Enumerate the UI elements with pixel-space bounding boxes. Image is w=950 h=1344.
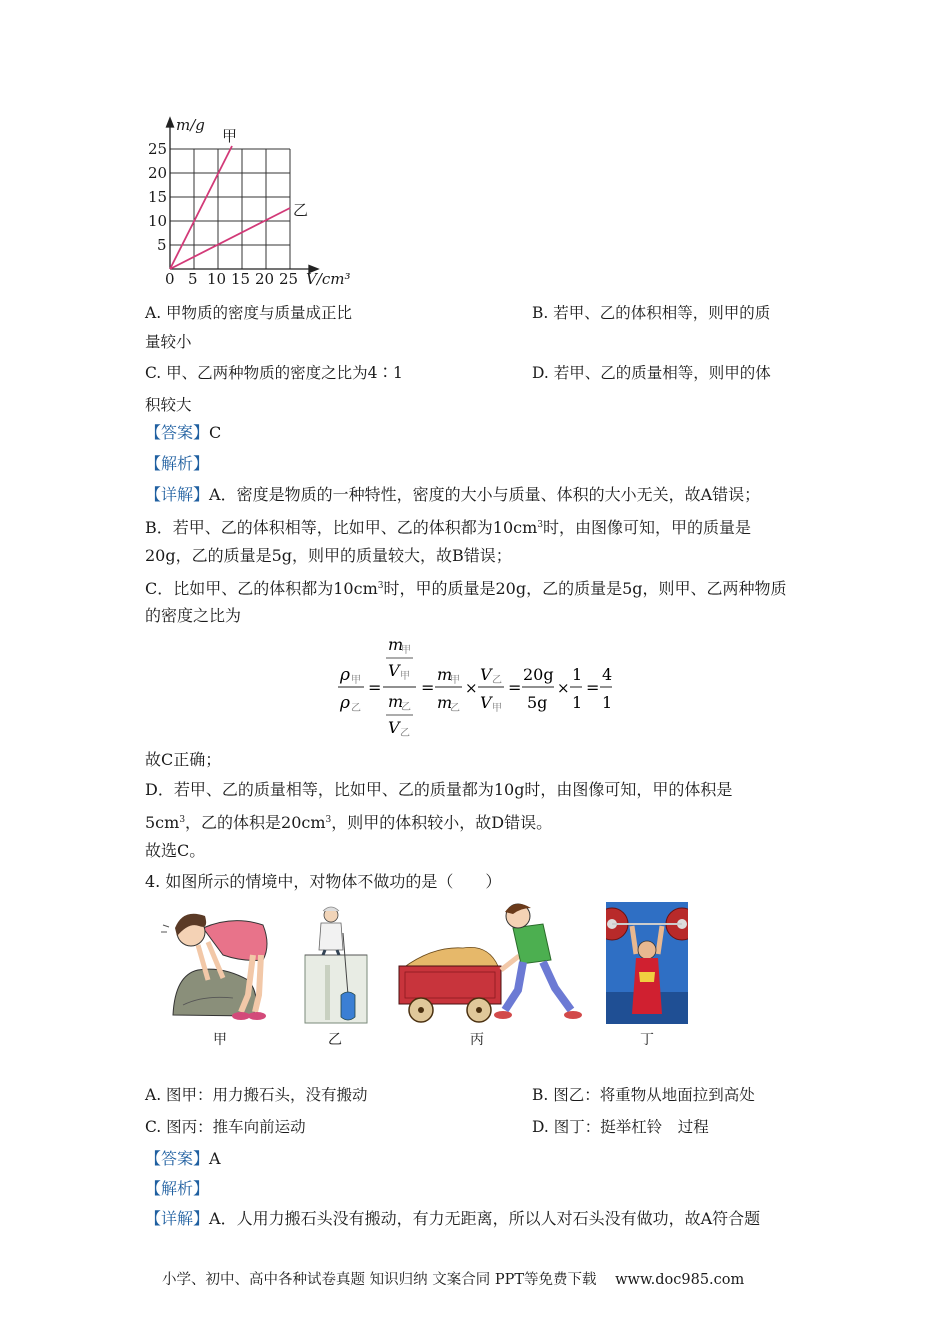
y-tick-label: 5	[157, 236, 167, 254]
y-tick-label: 15	[148, 188, 168, 206]
superscript: 3	[325, 815, 332, 825]
detail-text: A．人用力搬石头没有搬动，有力无距离，所以人对石头没有做功，故A符合题	[209, 1209, 761, 1228]
x-tick-label: 10	[207, 270, 227, 288]
formula-token: 乙	[450, 703, 460, 714]
q3-option-d-cont: 积较大	[145, 396, 192, 414]
q4-analysis-tag: 【解析】	[145, 1179, 210, 1198]
formula-token: ρ	[340, 665, 350, 685]
formula-token: 1	[572, 665, 583, 684]
line-b-label: 乙	[293, 201, 309, 219]
formula-token: 乙	[351, 703, 361, 714]
y-tick-label: 25	[148, 140, 168, 158]
detail-text: A．密度是物质的一种特性，密度的大小与质量、体积的大小无关，故A错误；	[209, 485, 761, 504]
illustration-pull-weight	[303, 905, 373, 1025]
formula-token: V	[480, 693, 492, 712]
formula-token: 甲	[401, 645, 411, 656]
q3-option-d: D. 若甲、乙的质量相等，则甲的体	[532, 364, 771, 382]
q4-question: 4. 如图所示的情境中，对物体不做功的是（ ）	[145, 872, 502, 891]
y-tick-label: 20	[148, 164, 168, 182]
q3-option-a: A. 甲物质的密度与质量成正比	[145, 304, 353, 322]
x-tick-label: 0	[165, 270, 175, 288]
formula-token: 甲	[492, 703, 502, 714]
q4-answer-line	[145, 1148, 221, 1170]
formula-token: 1	[602, 693, 613, 712]
q3-detail-line-9: 故选C。	[145, 841, 206, 860]
q3-answer-line	[145, 422, 221, 444]
answer-tag: 【答案】	[145, 1149, 210, 1168]
superscript: 3	[537, 520, 543, 530]
formula-token: V	[480, 665, 492, 684]
formula-token: 甲	[351, 675, 361, 686]
footer-url[interactable]: www.doc985.com	[615, 1272, 745, 1288]
q3-option-b: B. 若甲、乙的体积相等，则甲的质	[532, 304, 771, 322]
formula-token: =	[508, 678, 522, 697]
formula-token: 5g	[527, 693, 548, 712]
q3-detail-line-2	[145, 514, 751, 539]
figure-label-a: 甲	[213, 1032, 227, 1048]
formula-token: 4	[602, 665, 613, 684]
answer-value: A	[209, 1149, 221, 1168]
q4-option-b: B. 图乙：将重物从地面拉到高处	[532, 1086, 755, 1104]
formula-token: =	[421, 678, 435, 697]
q3-detail-line-5: 的密度之比为	[145, 606, 242, 625]
formula-token: ×	[557, 679, 570, 697]
density-ratio-formula	[330, 632, 630, 742]
q3-detail-line-1	[145, 484, 760, 506]
formula-token: V	[388, 661, 400, 680]
figure-label-b: 乙	[328, 1032, 342, 1048]
line-a	[170, 146, 232, 269]
text-span: ，乙的体积是20cm	[185, 813, 326, 832]
q4-option-a: A. 图甲：用力搬石头，没有搬动	[145, 1086, 368, 1104]
q3-detail-line-6: 故C正确；	[145, 750, 222, 769]
q4-detail-line	[145, 1208, 760, 1230]
formula-token: ρ	[340, 693, 350, 713]
q3-detail-line-8	[145, 809, 552, 834]
text-span: ，则甲的体积较小，故D错误。	[331, 813, 553, 832]
x-axis-label: V/cm³	[306, 270, 351, 288]
formula-token: V	[388, 718, 400, 737]
q3-analysis-tag: 【解析】	[145, 454, 210, 473]
formula-token: =	[368, 678, 382, 697]
formula-token: ×	[465, 679, 478, 697]
x-tick-label: 25	[279, 270, 299, 288]
q3-detail-line-3: 20g，乙的质量是5g，则甲的质量较大，故B错误；	[145, 546, 512, 565]
graph-grid	[170, 149, 290, 269]
page-footer	[162, 1268, 744, 1289]
formula-token: 乙	[401, 702, 411, 713]
formula-token: =	[586, 678, 600, 697]
answer-tag: 【答案】	[145, 423, 210, 442]
q3-option-c: C. 甲、乙两种物质的密度之比为4∶1	[145, 364, 403, 382]
text-span: 5cm	[145, 813, 180, 832]
formula-token: 乙	[492, 675, 502, 686]
formula-token: m	[388, 692, 404, 711]
text-span: 时，由图像可知，甲的质量是	[543, 518, 752, 537]
q3-detail-line-7: D．若甲、乙的质量相等，比如甲、乙的质量都为10g时，由图像可知，甲的体积是	[145, 780, 733, 799]
line-b	[170, 208, 290, 269]
formula-token: m	[388, 635, 404, 654]
illustration-weightlifter	[606, 902, 688, 1024]
q3-option-b-cont: 量较小	[145, 333, 192, 351]
illustration-lift-rock	[153, 900, 283, 1025]
formula-token: m	[437, 665, 453, 684]
text-span: 时，甲的质量是20g，乙的质量是5g，则甲、乙两种物质	[383, 579, 787, 598]
x-tick-label: 15	[231, 270, 251, 288]
detail-tag: 【详解】	[145, 485, 210, 504]
superscript: 3	[179, 815, 186, 825]
detail-tag: 【详解】	[145, 1209, 210, 1228]
formula-token: 1	[572, 693, 583, 712]
answer-value: C	[209, 423, 222, 442]
superscript: 3	[377, 581, 384, 591]
x-tick-label: 5	[188, 270, 198, 288]
formula-token: 乙	[400, 728, 410, 739]
mass-volume-graph	[140, 112, 365, 292]
figure-label-d: 丁	[640, 1032, 654, 1048]
illustration-push-cart	[393, 898, 588, 1028]
formula-token: 甲	[450, 675, 460, 686]
line-a-label: 甲	[222, 127, 238, 145]
formula-token: m	[437, 693, 453, 712]
q3-detail-line-4	[145, 575, 787, 600]
footer-text: 小学、初中、高中各种试卷真题 知识归纳 文案合同 PPT等免费下载	[162, 1272, 597, 1288]
y-axis-label: m/g	[176, 116, 205, 134]
y-tick-label: 10	[148, 212, 168, 230]
formula-token: 甲	[400, 671, 410, 682]
x-tick-label: 20	[255, 270, 275, 288]
figure-label-c: 丙	[470, 1032, 484, 1048]
text-span: C．比如甲、乙的体积都为10cm	[145, 579, 378, 598]
q4-option-d: D. 图丁：挺举杠铃 过程	[532, 1118, 709, 1136]
text-span: B．若甲、乙的体积相等，比如甲、乙的体积都为10cm	[145, 518, 538, 537]
formula-token: 20g	[523, 665, 554, 684]
q4-option-c: C. 图丙：推车向前运动	[145, 1118, 306, 1136]
